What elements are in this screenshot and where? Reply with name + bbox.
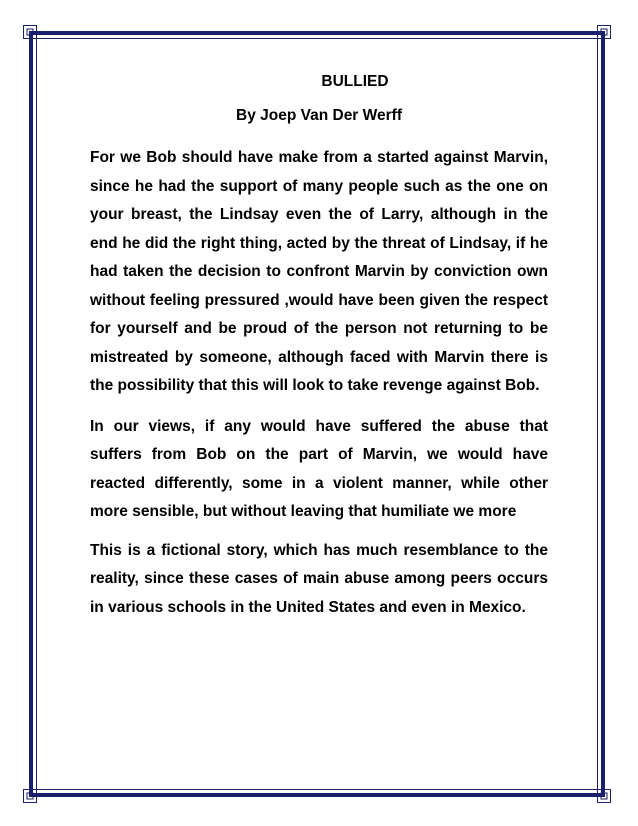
paragraph-1: For we Bob should have make from a started against Marvin, since he had the support of many people such as the one on your breast, the Lindsay even the of Larry, although in the end he did the right thing, acted by the threat of Lindsay, if he had taken the decision to confront Marvin by conviction own without feeling pressured ,would have been given the respect for yourself and be proud of the person not returning to be mistreated by someone, although faced with Marvin there is the possibility that this will look to take revenge against Bob.	[90, 149, 548, 394]
paragraph-2: In our views, if any would have suffered the abuse that suffers from Bob on the part of Marvin, we would have reacted differently, some in a violent manner, while other more sensible, but without leaving that humiliate we more	[90, 417, 548, 520]
document-body	[90, 70, 548, 622]
corner-ornament-icon	[23, 25, 37, 39]
corner-ornament-icon	[23, 789, 37, 803]
document-title: BULLIED	[321, 73, 389, 90]
paragraph-3: This is a fictional story, which has much resemblance to the reality, since these cases of main abuse among peers occurs in various schools in the United States and even in Mexico.	[90, 541, 548, 616]
corner-ornament-icon	[597, 789, 611, 803]
corner-ornament-icon	[597, 25, 611, 39]
document-byline: By Joep Van Der Werff	[236, 107, 402, 124]
